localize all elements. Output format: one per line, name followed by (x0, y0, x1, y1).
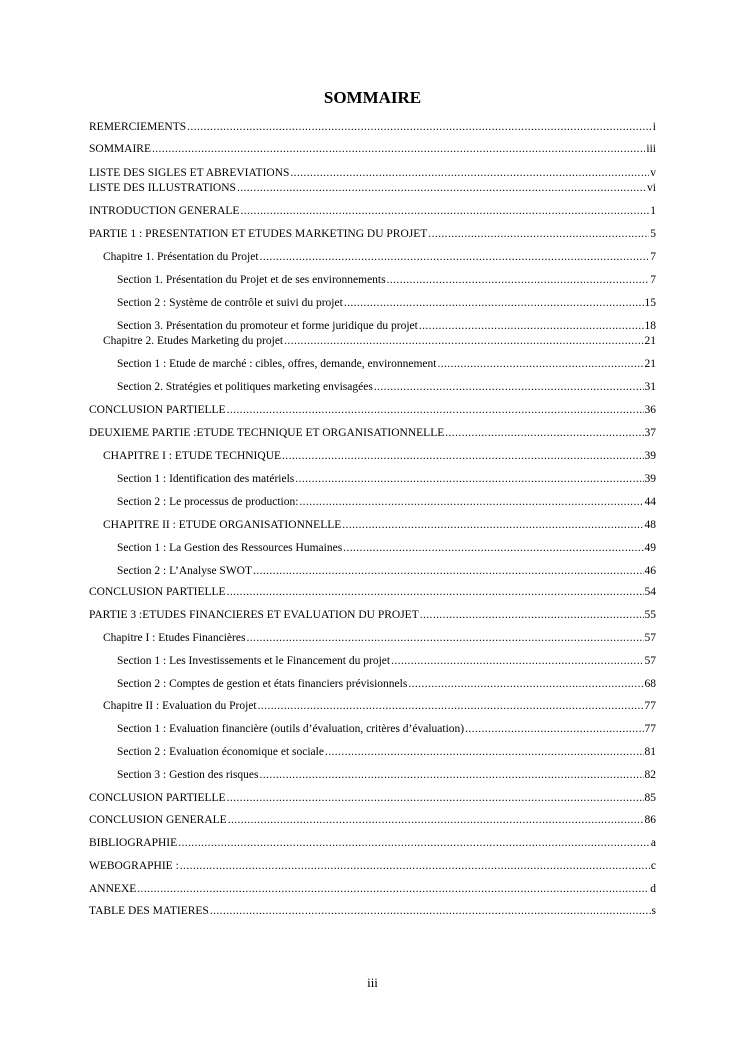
toc-entry-chapitre-ii[interactable] (103, 518, 656, 532)
dot-leader (299, 495, 643, 509)
toc-entry-label: CHAPITRE II : ETUDE ORGANISATIONNELLE (103, 519, 342, 531)
toc-entry-page: s (651, 905, 656, 917)
dot-leader (152, 142, 645, 156)
toc-entry-page: 77 (644, 700, 656, 712)
toc-entry-section[interactable] (117, 541, 656, 555)
toc-entry-label: Section 3 : Gestion des risques (117, 769, 259, 781)
toc-entry-page: iii (646, 143, 656, 155)
dot-leader (237, 181, 646, 195)
toc-entry-conclusion-partielle[interactable] (89, 403, 656, 417)
toc-entry-label: Section 1 : Etude de marché : cibles, offres, demande, environnement (117, 358, 437, 370)
dot-leader (210, 904, 651, 918)
toc-entry-label: CONCLUSION PARTIELLE (89, 404, 226, 416)
toc-entry-remerciements[interactable] (89, 120, 656, 134)
toc-entry-page: 1 (650, 205, 656, 217)
toc-entry-conclusion-partielle[interactable] (89, 585, 656, 599)
dot-leader (227, 585, 644, 599)
toc-entry-label: TABLE DES MATIERES (89, 905, 209, 917)
toc-entry-page: 57 (644, 632, 656, 644)
toc-entry-section[interactable] (117, 472, 656, 486)
toc-entry-label: Chapitre II : Evaluation du Projet (103, 700, 257, 712)
dot-leader (387, 273, 650, 287)
toc-entry-page: 7 (650, 274, 656, 286)
toc-entry-label: DEUXIEME PARTIE :ETUDE TECHNIQUE ET ORGANISATIONNELLE (89, 427, 445, 439)
toc-entry-page: 31 (644, 381, 656, 393)
toc-entry-illustrations[interactable] (89, 181, 656, 195)
toc-entry-label: CONCLUSION GENERALE (89, 814, 227, 826)
toc-entry-sommaire[interactable] (89, 142, 656, 156)
toc-entry-label: Section 1 : Evaluation financière (outils d’évaluation, critères d’évaluation) (117, 723, 465, 735)
toc-entry-page: 36 (644, 404, 656, 416)
toc-entry-label: WEBOGRAPHIE : (89, 860, 179, 872)
toc-entry-label: BIBLIOGRAPHIE (89, 837, 178, 849)
toc-entry-page: 49 (644, 542, 656, 554)
dot-leader (465, 722, 643, 736)
dot-leader (419, 319, 644, 333)
toc-entry-page: 7 (650, 251, 656, 263)
toc-entry-page: 21 (644, 335, 656, 347)
dot-leader (445, 426, 643, 440)
toc-entry-chapitre-i[interactable] (103, 449, 656, 463)
dot-leader (240, 204, 649, 218)
toc-entry-chapitre-1[interactable] (103, 250, 656, 264)
toc-entry-section[interactable] (117, 495, 656, 509)
toc-entry-chapitre-2[interactable] (103, 334, 656, 348)
toc-entry-page: 48 (644, 519, 656, 531)
toc-entry-page: 21 (644, 358, 656, 370)
toc-entry-label: Section 2 : Evaluation économique et sociale (117, 746, 324, 758)
toc-entry-label: Section 1 : Les Investissements et le Financement du projet (117, 655, 391, 667)
toc-entry-partie-2[interactable] (89, 426, 656, 440)
toc-entry-label: PARTIE 3 :ETUDES FINANCIERES ET EVALUATION DU PROJET (89, 609, 419, 621)
toc-entry-bibliographie[interactable] (89, 836, 656, 850)
dot-leader (342, 518, 643, 532)
dot-leader (227, 791, 644, 805)
toc-entry-page: vi (647, 182, 656, 194)
dot-leader (258, 699, 644, 713)
dot-leader (137, 882, 649, 896)
toc-entry-section[interactable] (117, 273, 656, 287)
toc-entry-chapitre-ii[interactable] (103, 699, 656, 713)
toc-entry-conclusion-partielle[interactable] (89, 791, 656, 805)
toc-entry-section[interactable] (117, 745, 656, 759)
toc-entry-page: 81 (644, 746, 656, 758)
toc-entry-page: 39 (644, 473, 656, 485)
dot-leader (246, 631, 643, 645)
toc-entry-page: v (650, 167, 656, 179)
toc-entry-section[interactable] (117, 677, 656, 691)
toc-entry-section[interactable] (117, 654, 656, 668)
toc-entry-section[interactable] (117, 296, 656, 310)
toc-entry-page: 85 (644, 792, 656, 804)
toc-entry-page: 57 (644, 655, 656, 667)
toc-entry-page: 44 (644, 496, 656, 508)
toc-entry-label: CONCLUSION PARTIELLE (89, 586, 226, 598)
dot-leader (437, 357, 643, 371)
toc-entry-section[interactable] (117, 722, 656, 736)
toc-entry-table-des-matieres[interactable] (89, 904, 656, 918)
dot-leader (180, 859, 650, 873)
dot-leader (260, 250, 650, 264)
toc-entry-label: Chapitre I : Etudes Financières (103, 632, 246, 644)
dot-leader (344, 296, 644, 310)
toc-entry-introduction[interactable] (89, 204, 656, 218)
toc-entry-page: 46 (644, 565, 656, 577)
toc-entry-label: CHAPITRE I : ETUDE TECHNIQUE (103, 450, 282, 462)
toc-entry-annexe[interactable] (89, 882, 656, 896)
toc-entry-page: 68 (644, 678, 656, 690)
toc-entry-label: INTRODUCTION GENERALE (89, 205, 240, 217)
dot-leader (227, 403, 644, 417)
page-title: SOMMAIRE (323, 88, 422, 107)
toc-entry-label: Section 3. Présentation du promoteur et forme juridique du projet (117, 320, 418, 332)
toc-entry-sigles[interactable] (89, 166, 656, 180)
toc-entry-conclusion-generale[interactable] (89, 813, 656, 827)
dot-leader (295, 472, 643, 486)
dot-leader (325, 745, 644, 759)
dot-leader (343, 541, 643, 555)
toc-entry-label: PARTIE 1 : PRESENTATION ET ETUDES MARKETING DU PROJET (89, 228, 428, 240)
toc-entry-page: 77 (644, 723, 656, 735)
toc-entry-label: CONCLUSION PARTIELLE (89, 792, 226, 804)
toc-entry-page: 39 (644, 450, 656, 462)
toc-entry-label: Section 2 : L’Analyse SWOT (117, 565, 253, 577)
toc-entry-label: REMERCIEMENTS (89, 121, 187, 133)
toc-entry-page: 54 (644, 586, 656, 598)
dot-leader (282, 449, 643, 463)
dot-leader (408, 677, 643, 691)
dot-leader (187, 120, 652, 134)
toc-entry-label: Section 1 : La Gestion des Ressources Humaines (117, 542, 343, 554)
toc-entry-partie-1[interactable] (89, 227, 656, 241)
toc-entry-label: Section 2 : Système de contrôle et suivi du projet (117, 297, 343, 309)
toc-entry-page: 15 (644, 297, 656, 309)
toc-entry-page: 18 (644, 320, 656, 332)
toc-entry-section[interactable] (117, 319, 656, 333)
toc-entry-section[interactable] (117, 357, 656, 371)
toc-entry-label: SOMMAIRE (89, 143, 151, 155)
toc-entry-webographie[interactable] (89, 859, 656, 873)
page-number: iii (367, 975, 378, 990)
toc-entry-page: 37 (644, 427, 656, 439)
dot-leader (178, 836, 650, 850)
toc-entry-label: Section 2 : Comptes de gestion et états financiers prévisionnels (117, 678, 408, 690)
toc-entry-label: Section 1. Présentation du Projet et de ses environnements (117, 274, 386, 286)
toc-entry-chapitre-i[interactable] (103, 631, 656, 645)
dot-leader (228, 813, 644, 827)
toc-entry-page: d (650, 883, 656, 895)
toc-entry-section[interactable] (117, 768, 656, 782)
dot-leader (374, 380, 644, 394)
toc-entry-page: 55 (644, 609, 656, 621)
toc-entry-section[interactable] (117, 380, 656, 394)
dot-leader (428, 227, 649, 241)
toc-entry-label: LISTE DES SIGLES ET ABREVIATIONS (89, 167, 290, 179)
toc-entry-partie-3[interactable] (89, 608, 656, 622)
dot-leader (253, 564, 643, 578)
toc-entry-page: 82 (644, 769, 656, 781)
toc-entry-page: a (650, 837, 656, 849)
toc-entry-label: Chapitre 2. Etudes Marketing du projet (103, 335, 284, 347)
toc-entry-page: i (652, 121, 656, 133)
dot-leader (391, 654, 643, 668)
toc-entry-label: Section 1 : Identification des matériels (117, 473, 295, 485)
dot-leader (290, 166, 649, 180)
toc-entry-label: Section 2. Stratégies et politiques marketing envisagées (117, 381, 373, 393)
dot-leader (260, 768, 644, 782)
toc-entry-page: 5 (650, 228, 656, 240)
toc-entry-label: Chapitre 1. Présentation du Projet (103, 251, 259, 263)
toc-entry-page: c (650, 860, 656, 872)
toc-entry-label: LISTE DES ILLUSTRATIONS (89, 182, 236, 194)
toc-entry-label: Section 2 : Le processus de production: (117, 496, 299, 508)
dot-leader (284, 334, 643, 348)
dot-leader (420, 608, 644, 622)
toc-entry-section[interactable] (117, 564, 656, 578)
toc-entry-page: 86 (644, 814, 656, 826)
toc-entry-label: ANNEXE (89, 883, 137, 895)
